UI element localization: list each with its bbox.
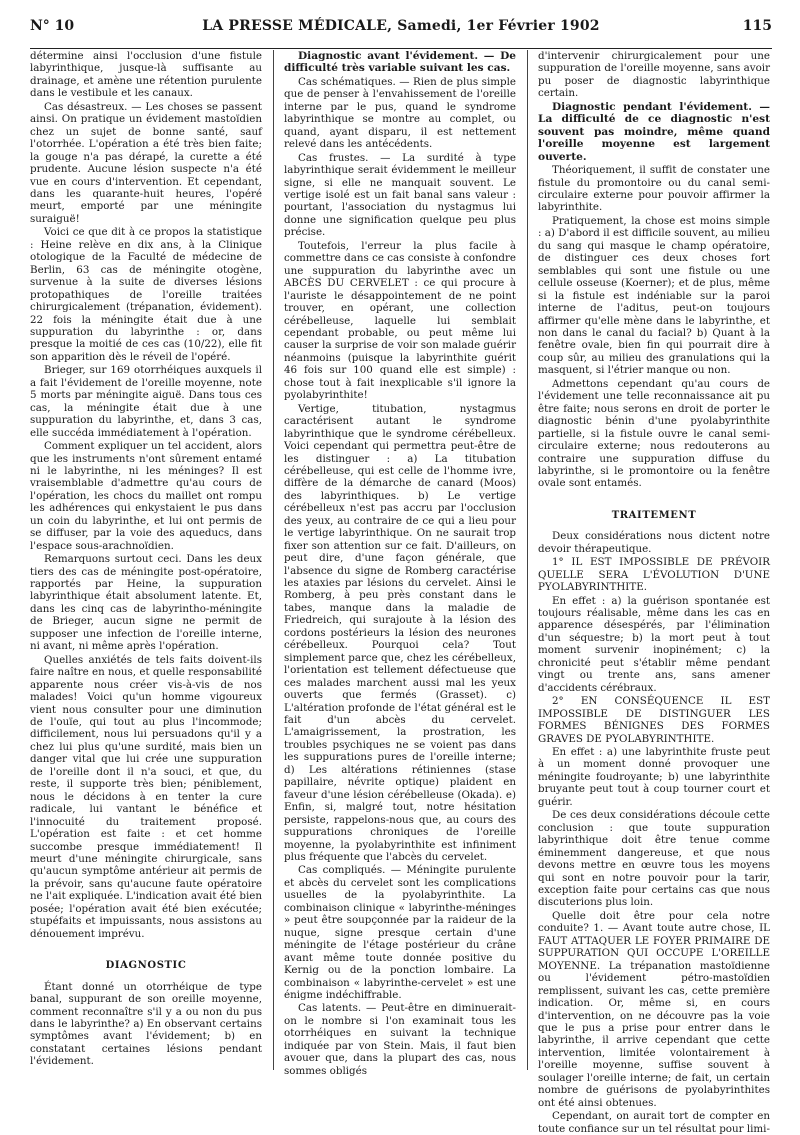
- paragraph: Théoriquement, il suffit de constater une fistule du promontoire ou du canal semi-circulaire externe pour pouvoir affirmer la labyrinthite.: [538, 164, 770, 214]
- paragraph: Cas frustes. — La surdité à type labyrinthique serait évidemment le meilleur signe, si elle ne manquait souvent. Le vertige isolé est un fait banal sans valeur : pourtant, l'association du nystagmus lui donne une signification quelque peu plus précise.: [284, 151, 516, 239]
- column-rule-2: [527, 50, 528, 1070]
- paragraph: De ces deux considérations découle cette conclusion : que toute suppuration labyrinthique doit être tenue comme éminemment dangereuse, et que nous devons mettre en œuvre tous les moyens qui sont en notre pouvoir pour la tarir, exception faite pour certains cas que nous discuterions plus loin.: [538, 809, 770, 909]
- page-folio: 115: [742, 18, 772, 34]
- paragraph: Vertige, titubation, nystagmus caractérisent autant le syndrome labyrinthique que le syndrome cérébelleux. Voici cependant qui permettra peut-être de les distinguer : a) La titubation cérébelleuse, qui est celle de l'homme ivre, diffère de la démarche de canard (Moos) des labyrinthiques. b) Le vertige cérébelleux n'est pas accru par l'occlusion des yeux, au contraire de ce qui a lieu pour le vertige labyrinthique. On ne saurait trop fixer son attention sur ce fait. D'ailleurs, on peut dire, d'une façon générale, que l'absence du signe de Romberg caractérise les ataxies par lésions du cervelet. Ainsi le Romberg, à peu près constant dans le tabes, manque dans la maladie de Friedreich, qui surajoute à la lésion des cordons postérieurs la lésion des neurones cérébelleux. Pourquoi cela? Tout simplement parce que, chez les cérébelleux, l'orientation est tellement défectueuse que ces malades marchent aussi mal les yeux ouverts que fermés (Grasset). c) L'altération profonde de l'état général est le fait d'un abcès du cervelet. L'amaigrissement, la prostration, les troubles psychiques ne se voient pas dans les suppurations pures de l'oreille interne; d) Les altérations rétiniennes (stase papillaire, névrite optique) plaident en faveur d'une lésion cérébelleuse (Okada). e) Enfin, si, malgré tout, notre hésitation persiste, rappelons-nous que, au cours des suppurations chroniques de l'oreille moyenne, la pyolabyrinthite est infiniment plus fréquente que l'abcès du cervelet.: [284, 402, 516, 863]
- paragraph: Cas compliqués. — Méningite purulente et abcès du cervelet sont les complications usuelles de la pyolabyrinthite. La combinaison clinique « labyrinthe-méninges » peut être soupçonnée par la raideur de la nuque, signe presque certain d'une méningite de l'étage postérieur du crâne avant même toute donnée positive du Kernig ou de la ponction lombaire. La combinaison « labyrinthe-cervelet » est une énigme indéchiffrable.: [284, 864, 516, 1001]
- subheading-diagnostic-during: Diagnostic pendant l'évidement. — La difficulté de ce diagnostic n'est souvent pas moindre, même quand l'oreille moyenne est largement ouverte.: [538, 100, 770, 163]
- section-heading-diagnostic: DIAGNOSTIC: [105, 960, 187, 972]
- paragraph: Étant donné un otorrhéique de type banal, suppurant de son oreille moyenne, comment reconnaître s'il y a ou non du pus dans le labyrinthe? a) En observant certains symptômes avant l'évidement; b) en constatant certaines lésions pendant l'évidement.: [30, 980, 262, 1068]
- paragraph: Comment expliquer un tel accident, alors que les instruments n'ont sûrement entamé ni le labyrinthe, ni les méninges? Il est vraisemblable d'admettre qu'au cours de l'opération, les chocs du maillet ont rompu les adhérences qui enkystaient le pus dans un coin du labyrinthe, et lui ont permis de se diffuser, par la voie des aqueducs, dans l'espace sous-arachnoïdien.: [30, 440, 262, 552]
- paragraph: Voici ce que dit à ce propos la statistique : Heine relève en dix ans, à la Clinique otologique de la Faculté de médecine de Berlin, 63 cas de méningite otogène, survenue à la suite de diverses lésions protopathiques de l'oreille traitées chirurgicalement (trépanation, évidement). 22 fois la méningite était due à une suppuration du labyrinthe : or, dans presque la moitié de ces cas (10/22), elle fit son apparition dès le réveil de l'opéré.: [30, 226, 262, 363]
- paragraph: En effet : a) la guérison spontanée est toujours réalisable, même dans les cas en apparence désespérés, par l'élimination d'un séquestre; b) la mort peut à tout moment survenir inopinément; c) la chronicité peut s'établir même pendant vingt ou trente ans, sans amener d'accidents cérébraux.: [538, 594, 770, 694]
- issue-number: N° 10: [30, 18, 75, 34]
- paragraph: En effet : a) une labyrinthite fruste peut à un moment donné provoquer une méningite foudroyante; b) une labyrinthite bruyante peut tout à coup tourner court et guérir.: [538, 746, 770, 808]
- paragraph: Cas latents. — Peut-être en diminuerait-on le nombre si l'on examinait tous les otorrhéiques en suivant la technique indiquée par von Stein. Mais, il faut bien avouer que, dans la plupart des cas, nous sommes obligés: [284, 1002, 516, 1077]
- publication-title: LA PRESSE MÉDICALE, Samedi, 1er Février 1902: [202, 18, 600, 34]
- page-header: [30, 8, 772, 49]
- column-3: [538, 50, 770, 1135]
- paragraph: 2° EN CONSÉQUENCE IL EST IMPOSSIBLE DE DISTINGUER LES FORMES BÉNIGNES DES FORMES GRAVES DE PYOLABYRINTHITE.: [538, 695, 770, 745]
- paragraph: Pratiquement, la chose est moins simple : a) D'abord il est difficile souvent, au milieu du sang qui masque le champ opératoire, de distinguer ces deux choses fort semblables qui sont une fistule ou une cellule osseuse (Koerner); et de plus, même si la fistule est indéniable sur la paroi interne de l'aditus, peut-on toujours affirmer qu'elle mène dans le labyrinthe, et non dans le canal du facial? b) Quant à la fenêtre ovale, bien fin qui pourrait dire à coup sûr, au milieu des granulations qui la masquent, si l'étrier manque ou non.: [538, 214, 770, 377]
- section-heading-traitement: TRAITEMENT: [611, 509, 697, 521]
- paragraph: Deux considérations nous dictent notre devoir thérapeutique.: [538, 530, 770, 555]
- paragraph: Quelle doit être pour cela notre conduite? 1. — Avant toute autre chose, IL FAUT ATTAQUER LE FOYER PRIMAIRE DE SUPPURATION QUI OCCUPE L'OREILLE MOYENNE. La trépanation mastoïdienne ou l'évidement pétro-mastoïdien remplissent, suivant les cas, cette première indication. Or, même si, en cours d'intervention, on ne découvre pas la voie que le pus a prise pour entrer dans le labyrinthe, il arrive cependant que cette intervention, limitée volontairement à l'oreille moyenne, suffise souvent à soulager l'oreille interne; de fait, un certain nombre de guérisons de pyolabyrinthites ont été ainsi obtenues.: [538, 909, 770, 1109]
- paragraph: Admettons cependant qu'au cours de l'évidement une telle reconnaissance ait pu être faite; nous serons en droit de porter le diagnostic bénin d'une pyolabyrinthite partielle, si la fistule ouvre le canal semi-circulaire externe; nous redouterons au contraire une suppuration diffuse du labyrinthe, si le promontoire ou la fenêtre ovale sont entamés.: [538, 377, 770, 490]
- paragraph: Cas désastreux. — Les choses se passent ainsi. On pratique un évidement mastoïdien chez un sujet de bonne santé, sauf l'otorrhée. L'opération a été très bien faite; la gouge n'a pas dérapé, la curette a été prudente. Aucune lésion suspecte n'a été vue en cours d'intervention. Et cependant, dans les quarante-huit heures, l'opéré meurt, emporté par une méningite suraiguë!: [30, 100, 262, 225]
- paragraph: d'intervenir chirurgicalement pour une suppuration de l'oreille moyenne, sans avoir pu poser de diagnostic labyrinthique certain.: [538, 50, 770, 100]
- paragraph: Cas schématiques. — Rien de plus simple que de penser à l'envahissement de l'oreille interne par le pus, quand le syndrome labyrinthique se montre au complet, ou quand, ayant disparu, il est nettement relevé dans les antécédents.: [284, 75, 516, 151]
- paragraph: Cependant, on aurait tort de compter en toute confiance sur un tel résultat pour limi-: [538, 1110, 770, 1135]
- paragraph: Brieger, sur 169 otorrhéiques auxquels il a fait l'évidement de l'oreille moyenne, note 5 morts par méningite aiguë. Dans tous ces cas, la méningite était due à une suppuration du labyrinthe, et, dans 3 cas, elle succéda immédiatement à l'opération.: [30, 364, 262, 439]
- paragraph: Remarquons surtout ceci. Dans les deux tiers des cas de méningite post-opératoire, rapportés par Heine, la suppuration labyrinthique était absolument latente. Et, dans les cinq cas de labyrintho-méningite de Brieger, aucun signe ne permit de supposer une infection de l'oreille interne, ni avant, ni même après l'opération.: [30, 553, 262, 653]
- paragraph: Quelles anxiétés de tels faits doivent-ils faire naître en nous, et quelle responsabilité apparente nous créer vis-à-vis de nos malades! Voici qu'un homme vigoureux vient nous consulter pour une diminution de l'ouïe, qui tout au plus l'incommode; difficilement, nous lui persuadons qu'il y a chez lui plus qu'une surdité, mais bien un danger vital que lui crée une suppuration de l'oreille dont il n'a souci, et que, du reste, il supporte très bien; péniblement, nous le décidons à en tenter la cure radicale, lui vantant le bénéfice et l'innocuité du traitement proposé. L'opération est faite : et cet homme succombe presque immédiatement! Il meurt d'une méningite chirurgicale, sans qu'aucun symptôme antérieur ait permis de la prévoir, sans qu'aucune faute opératoire ne l'ait expliquée. L'indication avait été bien posée; l'opération avait été bien exécutée; stupéfaits et impuissants, nous assistons au dénouement imprévu.: [30, 653, 262, 940]
- column-2: [284, 50, 516, 1075]
- paragraph: Toutefois, l'erreur la plus facile à commettre dans ce cas consiste à confondre une suppuration du labyrinthe avec un ABCÈS DU CERVELET : ce qui procure à l'auriste le désappointement de ne point trouver, en opérant, une collection cérébelleuse, laquelle lui semblait cependant probable, ou peut même lui causer la surprise de voir son malade guérir néanmoins (puisque la labyrinthite guérit 46 fois sur 100 quand elle est simple) : chose tout à fait inexplicable s'il ignore la pyolabyrinthite!: [284, 239, 516, 402]
- paragraph: détermine ainsi l'occlusion d'une fistule labyrinthique, jusque-là suffisante au drainage, et amène une rétention purulente dans le vestibule et les canaux.: [30, 50, 262, 100]
- column-1: [30, 50, 262, 1075]
- subheading-diagnostic-before: Diagnostic avant l'évidement. — De difficulté très variable suivant les cas.: [284, 50, 516, 75]
- column-rule-1: [273, 50, 274, 1070]
- paragraph: 1° IL EST IMPOSSIBLE DE PRÉVOIR QUELLE SERA L'ÉVOLUTION D'UNE PYOLABYRINTHITE.: [538, 556, 770, 594]
